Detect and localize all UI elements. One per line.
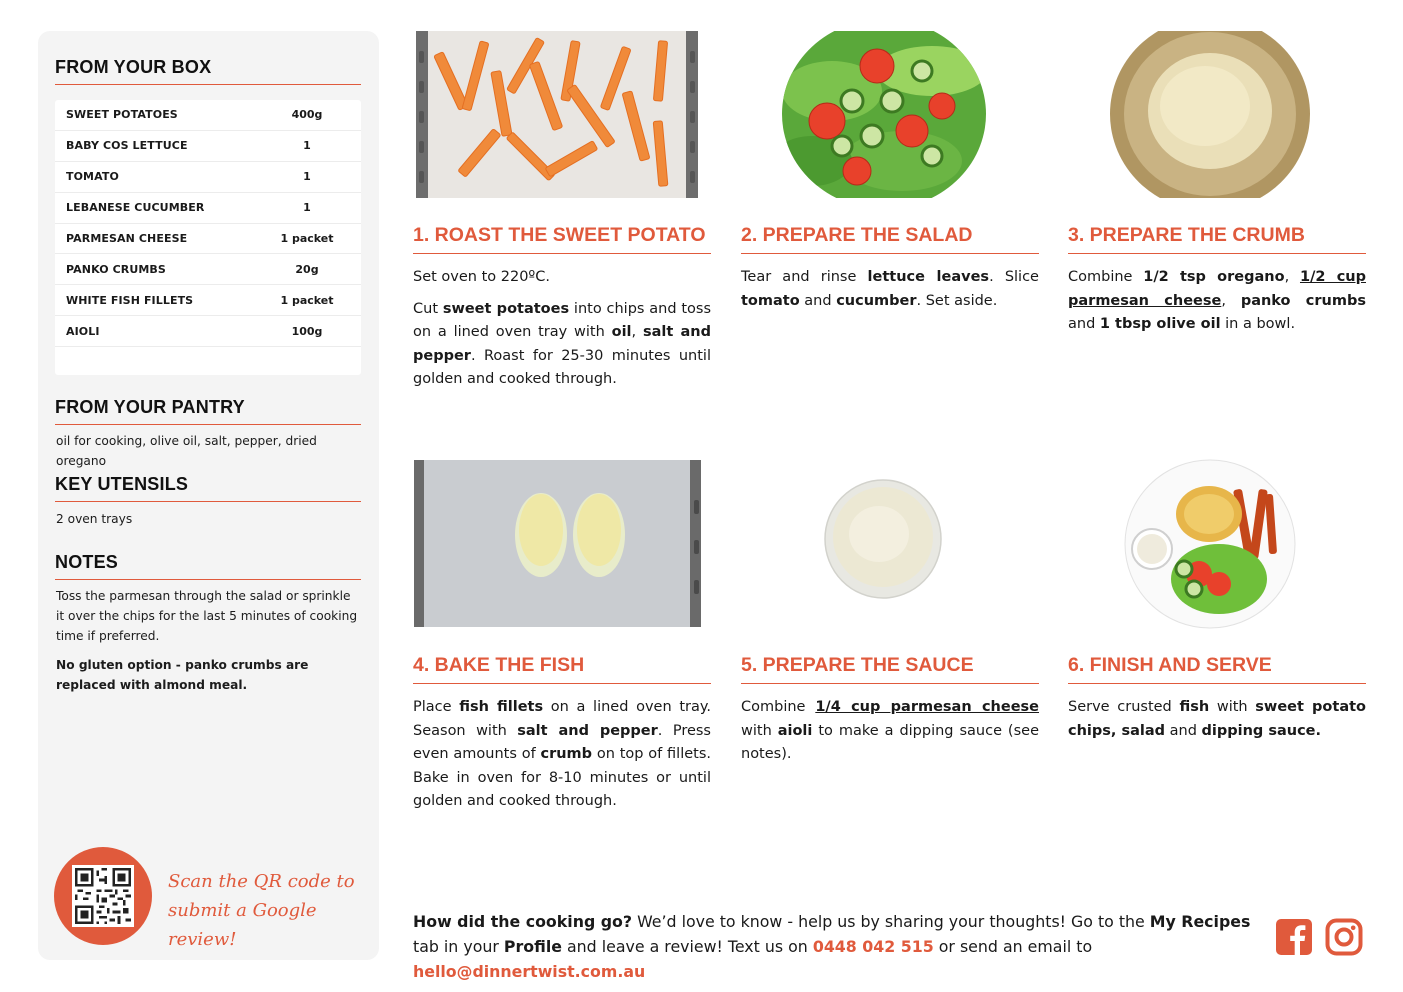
fish-tray-image: [414, 460, 701, 627]
ingredient-quantity: 1: [303, 139, 311, 153]
ingredient-name: WHITE FISH FILLETS: [66, 293, 194, 307]
step-6-body: [1068, 696, 1366, 743]
from-your-box-heading: FROM YOUR BOX: [55, 57, 361, 85]
step-text: ,: [1221, 292, 1241, 309]
ingredient-quantity: 1 packet: [280, 293, 334, 307]
ingredient-name: SWEET POTATOES: [66, 108, 178, 122]
ingredient-highlight: aioli: [777, 722, 813, 739]
ingredient-highlight: 1 tbsp olive oil: [1099, 316, 1221, 332]
footer-text-1: We’d love to know - help us by sharing your thoughts! Go to the: [632, 912, 1150, 931]
step-text: . Slice: [989, 269, 1039, 285]
box-ingredient-row: [55, 224, 361, 255]
step-paragraph: [1068, 696, 1366, 743]
ingredient-highlight: dipping sauce.: [1201, 722, 1322, 739]
crumb-bowl-image: [1110, 31, 1310, 198]
step-text: Set oven to 220ºC.: [413, 269, 550, 285]
step-paragraph: [741, 266, 1039, 313]
footer-text-3: and leave a review! Text us on: [561, 937, 813, 956]
step-text: . Roast for 25-30 minutes until golden and cooked through.: [413, 347, 711, 387]
step-5-title: 5. PREPARE THE SAUCE: [741, 654, 1039, 684]
step-text: and: [1068, 316, 1100, 332]
step-text: Place: [413, 699, 460, 715]
step-paragraph: [413, 266, 711, 290]
instagram-icon[interactable]: [1325, 918, 1363, 956]
ingredient-name: TOMATO: [66, 170, 119, 184]
ingredient-quantity: 1: [303, 170, 311, 184]
step-text: in a bowl.: [1220, 316, 1296, 332]
phone-number[interactable]: 0448 042 515: [812, 937, 934, 956]
step-1-title: 1. ROAST THE SWEET POTATO: [413, 224, 711, 254]
ingredient-highlight: lettuce leaves: [867, 269, 990, 285]
step-text: Combine: [741, 699, 816, 715]
step-2-body: [741, 266, 1039, 313]
step-3-body: [1068, 266, 1366, 337]
box-ingredient-row: [55, 254, 361, 285]
step-text: Cut: [413, 300, 443, 317]
ingredient-name: AIOLI: [66, 324, 100, 338]
qr-caption: [168, 867, 368, 954]
step-text: ,: [1284, 269, 1300, 285]
ingredient-highlight: salt and pepper: [517, 722, 658, 739]
step-6: [1068, 654, 1366, 751]
step-5: [741, 654, 1039, 775]
ingredient-quantity: 1 packet: [280, 232, 334, 245]
qr-caption-line-2: submit a Google review!: [168, 900, 317, 950]
pantry-text: oil for cooking, olive oil, salt, pepper, dried oregano: [56, 434, 317, 468]
step-text: Serve crusted: [1068, 699, 1180, 715]
step-2-title: 2. PREPARE THE SALAD: [741, 224, 1039, 254]
ingredient-highlight: crumb: [540, 746, 593, 762]
ingredient-quantity: 400g: [291, 108, 323, 122]
step-6-title: 6. FINISH AND SERVE: [1068, 654, 1366, 684]
notes-gluten-option: No gluten option - panko crumbs are replaced with almond meal.: [56, 658, 309, 692]
ingredient-highlight: salt and pepper: [413, 324, 711, 364]
step-text: to make a dipping sauce (see notes).: [741, 722, 1039, 762]
facebook-icon[interactable]: [1275, 918, 1313, 956]
step-5-body: [741, 696, 1039, 767]
box-ingredient-row: [55, 162, 361, 193]
step-text: on a lined oven tray. Season with: [413, 699, 711, 739]
box-ingredient-row: [55, 193, 361, 224]
step-text: with: [741, 722, 778, 739]
ingredient-highlight: oil: [611, 324, 632, 340]
ingredient-name: PARMESAN CHEESE: [66, 232, 188, 245]
box-ingredient-row: [55, 131, 361, 162]
box-ingredient-row: [55, 316, 361, 347]
ingredient-highlight: cucumber: [836, 292, 917, 309]
step-text: Tear and rinse: [741, 269, 868, 285]
profile-label: Profile: [503, 937, 562, 956]
sauce-bowl-image: [824, 479, 942, 599]
ingredient-name: LEBANESE CUCUMBER: [66, 201, 205, 215]
step-text: and: [799, 292, 837, 309]
qr-code[interactable]: [72, 865, 134, 927]
footer-question: How did the cooking go?: [413, 912, 633, 931]
step-3: [1068, 224, 1366, 345]
key-utensils-heading: KEY UTENSILS: [55, 474, 361, 502]
footer-text-4: or send an email to: [933, 937, 1093, 956]
box-ingredient-row: [55, 100, 361, 131]
step-text: ,: [631, 324, 643, 340]
ingredient-quantity: 1: [303, 201, 311, 215]
ingredient-highlight: fish: [1179, 699, 1210, 715]
step-3-title: 3. PREPARE THE CRUMB: [1068, 224, 1366, 254]
ingredient-highlight: fish fillets: [459, 699, 544, 715]
step-text: on top of fillets. Bake in oven for 8-10 minutes or until golden and cooked through.: [413, 746, 711, 809]
ingredient-name: BABY COS LETTUCE: [66, 139, 188, 153]
qr-code-badge[interactable]: [54, 847, 152, 945]
step-text: with: [1209, 699, 1256, 715]
qr-caption-line-1: Scan the QR code to: [168, 871, 355, 892]
email-link[interactable]: hello@dinnertwist.com.au: [413, 962, 646, 981]
step-paragraph: [413, 298, 711, 392]
step-2: [741, 224, 1039, 321]
step-1: [413, 224, 711, 400]
step-4: [413, 654, 711, 822]
step-text: Combine: [1068, 269, 1144, 285]
footer-text-2: tab in your: [413, 937, 504, 956]
box-ingredients-table: [55, 100, 361, 375]
review-footer: [413, 909, 1263, 984]
my-recipes-label: My Recipes: [1149, 912, 1251, 931]
box-ingredient-row: [55, 285, 361, 316]
step-text: and: [1165, 722, 1202, 739]
ingredient-highlight-underlined: 1/4 cup parmesan cheese: [815, 699, 1039, 715]
ingredient-highlight: sweet potato chips, salad: [1068, 699, 1366, 739]
ingredient-name: PANKO CRUMBS: [66, 262, 166, 276]
step-text: into chips and toss on a lined oven tray with: [413, 300, 712, 340]
salad-image: [782, 31, 986, 198]
step-1-body: [413, 266, 711, 392]
ingredients-sidebar: [38, 31, 379, 960]
finished-plate-image: [1124, 459, 1296, 629]
step-text: . Set aside.: [916, 292, 998, 309]
from-your-pantry-heading: FROM YOUR PANTRY: [55, 397, 361, 425]
step-4-title: 4. BAKE THE FISH: [413, 654, 711, 684]
notes-text: Toss the parmesan through the salad or sprinkle it over the chips for the last 5 minutes of cooking time if preferred.: [56, 589, 358, 643]
step-paragraph: [1068, 266, 1366, 337]
step-4-body: [413, 696, 711, 814]
ingredient-quantity: 100g: [291, 324, 323, 338]
notes-heading: NOTES: [55, 552, 361, 580]
step-text: . Press even amounts of: [413, 722, 711, 762]
step-paragraph: [741, 696, 1039, 767]
ingredient-highlight-underlined: 1/2 cup parmesan cheese: [1068, 269, 1366, 309]
utensils-text: 2 oven trays: [56, 512, 133, 526]
sweet-potato-tray-image: [416, 31, 698, 198]
ingredient-highlight: sweet potatoes: [442, 300, 570, 317]
step-paragraph: [413, 696, 711, 814]
ingredient-quantity: 20g: [295, 262, 319, 276]
ingredient-highlight: panko crumbs: [1240, 292, 1366, 309]
ingredient-highlight: 1/2 tsp oregano: [1143, 269, 1285, 285]
ingredient-highlight: tomato: [741, 292, 800, 309]
